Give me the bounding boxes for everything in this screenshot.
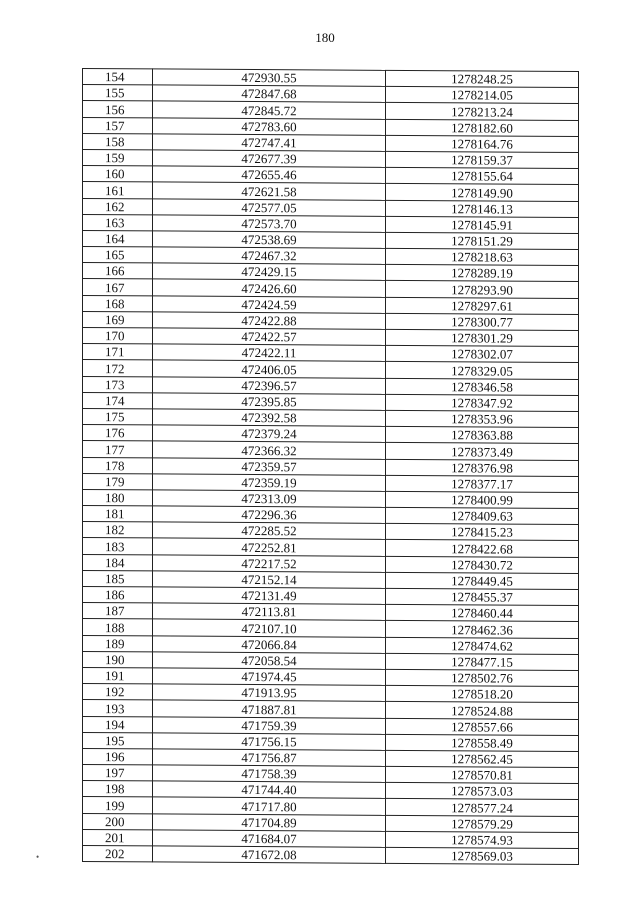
x-coordinate-cell: 472066.84: [153, 635, 386, 653]
point-number-cell: 193: [83, 700, 153, 717]
point-number-cell: 179: [83, 473, 153, 490]
point-number-cell: 167: [83, 279, 153, 296]
x-coordinate-cell: 472379.24: [153, 425, 386, 443]
x-coordinate-cell: 472252.81: [153, 538, 386, 556]
y-coordinate-cell: 1278363.88: [386, 426, 579, 443]
point-number-cell: 157: [83, 117, 153, 134]
point-number-cell: 175: [83, 408, 153, 425]
point-number-cell: 174: [83, 392, 153, 409]
x-coordinate-cell: 471756.87: [153, 749, 386, 767]
point-number-cell: 155: [83, 85, 153, 102]
point-number-cell: 160: [83, 166, 153, 183]
y-coordinate-cell: 1278248.25: [386, 70, 579, 87]
y-coordinate-cell: 1278164.76: [386, 135, 579, 152]
y-coordinate-cell: 1278579.29: [386, 815, 579, 832]
point-number-cell: 166: [83, 263, 153, 280]
y-coordinate-cell: 1278159.37: [386, 151, 579, 168]
point-number-cell: 185: [83, 570, 153, 587]
x-coordinate-cell: 472395.85: [153, 393, 386, 411]
point-number-cell: 196: [83, 748, 153, 765]
coordinate-table: [82, 68, 579, 865]
point-number-cell: 173: [83, 376, 153, 393]
y-coordinate-cell: 1278574.93: [386, 831, 579, 848]
y-coordinate-cell: 1278302.07: [386, 346, 579, 363]
x-coordinate-cell: 471913.95: [153, 684, 386, 702]
scan-mark: •: [36, 852, 40, 862]
x-coordinate-cell: 472366.32: [153, 441, 386, 459]
y-coordinate-cell: 1278462.36: [386, 621, 579, 638]
y-coordinate-cell: 1278569.03: [386, 847, 579, 864]
x-coordinate-cell: 472285.52: [153, 522, 386, 540]
point-number-cell: 195: [83, 732, 153, 749]
point-number-cell: 197: [83, 765, 153, 782]
y-coordinate-cell: 1278300.77: [386, 313, 579, 330]
y-coordinate-cell: 1278182.60: [386, 119, 579, 136]
y-coordinate-cell: 1278558.49: [386, 734, 579, 751]
x-coordinate-cell: 472296.36: [153, 506, 386, 524]
point-number-cell: 172: [83, 360, 153, 377]
y-coordinate-cell: 1278430.72: [386, 556, 579, 573]
y-coordinate-cell: 1278155.64: [386, 167, 579, 184]
y-coordinate-cell: 1278377.17: [386, 475, 579, 492]
y-coordinate-cell: 1278524.88: [386, 702, 579, 719]
point-number-cell: 194: [83, 716, 153, 733]
point-number-cell: 198: [83, 781, 153, 798]
y-coordinate-cell: 1278449.45: [386, 572, 579, 589]
y-coordinate-cell: 1278149.90: [386, 184, 579, 201]
point-number-cell: 154: [83, 69, 153, 86]
point-number-cell: 186: [83, 587, 153, 604]
x-coordinate-cell: 472422.88: [153, 312, 386, 330]
point-number-cell: 190: [83, 651, 153, 668]
point-number-cell: 171: [83, 344, 153, 361]
point-number-cell: 189: [83, 635, 153, 652]
y-coordinate-cell: 1278373.49: [386, 443, 579, 460]
x-coordinate-cell: 471744.40: [153, 781, 386, 799]
point-number-cell: 180: [83, 489, 153, 506]
x-coordinate-cell: 472655.46: [153, 166, 386, 184]
y-coordinate-cell: 1278502.76: [386, 669, 579, 686]
point-number-cell: 158: [83, 133, 153, 150]
x-coordinate-cell: 472422.57: [153, 328, 386, 346]
y-coordinate-cell: 1278145.91: [386, 216, 579, 233]
x-coordinate-cell: 472058.54: [153, 652, 386, 670]
x-coordinate-cell: 472359.19: [153, 474, 386, 492]
point-number-cell: 182: [83, 522, 153, 539]
x-coordinate-cell: 471672.08: [153, 846, 386, 864]
point-number-cell: 192: [83, 684, 153, 701]
point-number-cell: 177: [83, 441, 153, 458]
y-coordinate-cell: 1278289.19: [386, 265, 579, 282]
x-coordinate-cell: 472577.05: [153, 198, 386, 216]
y-coordinate-cell: 1278214.05: [386, 87, 579, 104]
x-coordinate-cell: 472538.69: [153, 231, 386, 249]
x-coordinate-cell: 472313.09: [153, 490, 386, 508]
y-coordinate-cell: 1278329.05: [386, 362, 579, 379]
x-coordinate-cell: 472573.70: [153, 215, 386, 233]
y-coordinate-cell: 1278474.62: [386, 637, 579, 654]
y-coordinate-cell: 1278297.61: [386, 297, 579, 314]
point-number-cell: 170: [83, 328, 153, 345]
y-coordinate-cell: 1278146.13: [386, 200, 579, 217]
x-coordinate-cell: 472621.58: [153, 182, 386, 200]
x-coordinate-cell: 472217.52: [153, 555, 386, 573]
point-number-cell: 163: [83, 214, 153, 231]
x-coordinate-cell: 472396.57: [153, 376, 386, 394]
y-coordinate-cell: 1278400.99: [386, 491, 579, 508]
x-coordinate-cell: 472424.59: [153, 296, 386, 314]
x-coordinate-cell: 471758.39: [153, 765, 386, 783]
y-coordinate-cell: 1278409.63: [386, 507, 579, 524]
y-coordinate-cell: 1278301.29: [386, 329, 579, 346]
y-coordinate-cell: 1278151.29: [386, 232, 579, 249]
y-coordinate-cell: 1278573.03: [386, 783, 579, 800]
point-number-cell: 191: [83, 667, 153, 684]
x-coordinate-cell: 472107.10: [153, 619, 386, 637]
y-coordinate-cell: 1278346.58: [386, 378, 579, 395]
point-number-cell: 176: [83, 425, 153, 442]
y-coordinate-cell: 1278518.20: [386, 685, 579, 702]
y-coordinate-cell: 1278455.37: [386, 588, 579, 605]
x-coordinate-cell: 471759.39: [153, 716, 386, 734]
point-number-cell: 159: [83, 149, 153, 166]
x-coordinate-cell: 472152.14: [153, 571, 386, 589]
y-coordinate-cell: 1278218.63: [386, 248, 579, 265]
point-number-cell: 188: [83, 619, 153, 636]
y-coordinate-cell: 1278213.24: [386, 103, 579, 120]
x-coordinate-cell: 472783.60: [153, 117, 386, 135]
x-coordinate-cell: 472847.68: [153, 85, 386, 103]
y-coordinate-cell: 1278562.45: [386, 750, 579, 767]
y-coordinate-cell: 1278577.24: [386, 799, 579, 816]
point-number-cell: 187: [83, 603, 153, 620]
point-number-cell: 199: [83, 797, 153, 814]
y-coordinate-cell: 1278557.66: [386, 718, 579, 735]
point-number-cell: 169: [83, 311, 153, 328]
point-number-cell: 200: [83, 813, 153, 830]
point-number-cell: 181: [83, 506, 153, 523]
y-coordinate-cell: 1278460.44: [386, 605, 579, 622]
x-coordinate-cell: 471704.89: [153, 814, 386, 832]
point-number-cell: 156: [83, 101, 153, 118]
x-coordinate-cell: 472845.72: [153, 101, 386, 119]
x-coordinate-cell: 471756.15: [153, 733, 386, 751]
point-number-cell: 184: [83, 554, 153, 571]
y-coordinate-cell: 1278570.81: [386, 766, 579, 783]
point-number-cell: 201: [83, 829, 153, 846]
x-coordinate-cell: 472467.32: [153, 247, 386, 265]
y-coordinate-cell: 1278347.92: [386, 394, 579, 411]
point-number-cell: 178: [83, 457, 153, 474]
x-coordinate-cell: 472677.39: [153, 150, 386, 168]
x-coordinate-cell: 472359.57: [153, 457, 386, 475]
x-coordinate-cell: 472429.15: [153, 263, 386, 281]
point-number-cell: 161: [83, 182, 153, 199]
x-coordinate-cell: 472747.41: [153, 134, 386, 152]
y-coordinate-cell: 1278376.98: [386, 459, 579, 476]
point-number-cell: 202: [83, 846, 153, 863]
y-coordinate-cell: 1278353.96: [386, 410, 579, 427]
y-coordinate-cell: 1278422.68: [386, 540, 579, 557]
x-coordinate-cell: 471887.81: [153, 700, 386, 718]
x-coordinate-cell: 472113.81: [153, 603, 386, 621]
x-coordinate-cell: 472422.11: [153, 344, 386, 362]
x-coordinate-cell: 472426.60: [153, 279, 386, 297]
page-number: 180: [315, 30, 335, 45]
x-coordinate-cell: 471717.80: [153, 797, 386, 815]
x-coordinate-cell: 472930.55: [153, 69, 386, 87]
x-coordinate-cell: 471974.45: [153, 668, 386, 686]
y-coordinate-cell: 1278415.23: [386, 524, 579, 541]
y-coordinate-cell: 1278477.15: [386, 653, 579, 670]
point-number-cell: 164: [83, 230, 153, 247]
coordinate-table-body: [83, 69, 579, 865]
point-number-cell: 183: [83, 538, 153, 555]
x-coordinate-cell: 471684.07: [153, 830, 386, 848]
point-number-cell: 168: [83, 295, 153, 312]
point-number-cell: 162: [83, 198, 153, 215]
point-number-cell: 165: [83, 247, 153, 264]
table-row: [83, 846, 579, 865]
y-coordinate-cell: 1278293.90: [386, 281, 579, 298]
x-coordinate-cell: 472406.05: [153, 360, 386, 378]
x-coordinate-cell: 472392.58: [153, 409, 386, 427]
x-coordinate-cell: 472131.49: [153, 587, 386, 605]
